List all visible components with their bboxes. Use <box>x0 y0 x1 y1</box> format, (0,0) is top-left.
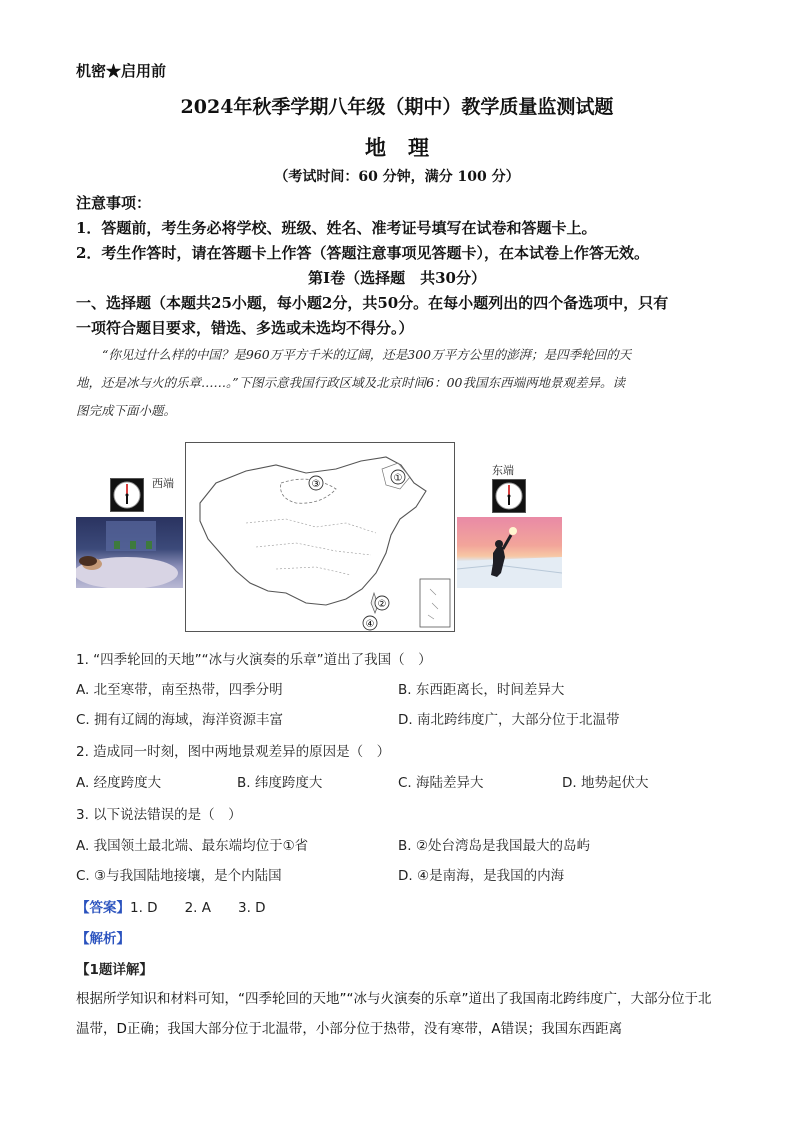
material-line3: 图完成下面小题。 <box>76 403 177 418</box>
analysis-text: 根据所学知识和材料可知，“四季轮回的天地”“冰与火演奏的乐章”道出了我国南北跨纬度广，大部分位于北温带，D正确；我国大部分位于北温带，小部分位于热带，没有寒带，A错误；我国东西距离 <box>76 991 712 1037</box>
map-marker-4: ④ <box>365 619 375 630</box>
china-map <box>185 442 455 632</box>
west-clock-icon <box>110 478 144 512</box>
confidential-label: 机密★启用前 <box>76 62 167 80</box>
question-1-option-b[interactable]: B. 东西距离长，时间差异大 <box>398 682 565 698</box>
section-instruction-line1: 一、选择题（本题共25小题，每小题2分，共50分。在每小题列出的四个备选项中，只有 <box>76 294 669 312</box>
analysis-label: 【解析】 <box>76 931 130 947</box>
east-clock-icon <box>492 479 526 513</box>
map-marker-1: ① <box>393 473 403 484</box>
east-label: 东端 <box>492 464 514 477</box>
material-line1: “你见过什么样的中国？是960万平方千米的辽阔，还是300万平方公里的澎湃；是四季轮回的天 <box>102 347 632 362</box>
question-3-option-c[interactable]: C. ③与我国陆地接壤，是个内陆国 <box>76 868 282 884</box>
question-3-stem: 3. 以下说法错误的是（ ） <box>76 807 242 823</box>
question-1-stem: 1. “四季轮回的天地”“冰与火演奏的乐章”道出了我国（ ） <box>76 652 432 668</box>
exam-title: 2024年秋季学期八年级（期中）教学质量监测试题 <box>180 96 614 118</box>
map-marker-2: ② <box>377 599 387 610</box>
answer-label: 【答案】 <box>76 900 130 916</box>
question-1-option-a[interactable]: A. 北至寒带，南至热带，四季分明 <box>76 682 283 698</box>
question-2-option-b[interactable]: B. 纬度跨度大 <box>237 775 323 791</box>
question-2-option-a[interactable]: A. 经度跨度大 <box>76 775 162 791</box>
notice-item-2: 2．考生作答时，请在答题卡上作答（答题注意事项见答题卡），在本试卷上作答无效。 <box>76 244 649 262</box>
question-1-option-c[interactable]: C. 拥有辽阔的海域，海洋资源丰富 <box>76 712 284 728</box>
notice-heading: 注意事项： <box>76 194 152 212</box>
exam-time: （考试时间：60 分钟，满分 100 分） <box>274 169 520 185</box>
analysis-detail-label: 【1题详解】 <box>76 962 153 978</box>
answer-values: 1. D 2. A 3. D <box>130 900 266 916</box>
section-instruction-line2: 一项符合题目要求，错选、多选或未选均不得分。） <box>76 319 414 337</box>
east-dawn-photo <box>457 517 562 588</box>
west-label: 西端 <box>152 477 174 490</box>
map-marker-3: ③ <box>311 479 321 490</box>
material-line2: 地，还是冰与火的乐章……。”下图示意我国行政区域及北京时间6：00我国东西端两地景观差异。读 <box>76 375 626 390</box>
question-3-option-a[interactable]: A. 我国领土最北端、最东端均位于①省 <box>76 838 309 854</box>
question-2-option-c[interactable]: C. 海陆差异大 <box>398 775 484 791</box>
question-2-option-d[interactable]: D. 地势起伏大 <box>562 775 649 791</box>
west-night-photo <box>76 517 183 588</box>
answer-line <box>76 896 266 916</box>
question-3-option-d[interactable]: D. ④是南海，是我国的内海 <box>398 868 565 884</box>
question-2-stem: 2. 造成同一时刻，图中两地景观差异的原因是（ ） <box>76 744 391 760</box>
notice-item-1: 1．答题前，考生务必将学校、班级、姓名、准考证号填写在试卷和答题卡上。 <box>76 219 597 237</box>
question-3-option-b[interactable]: B. ②处台湾岛是我国最大的岛屿 <box>398 838 590 854</box>
volume-heading: 第Ⅰ卷（选择题 共30分） <box>308 269 486 287</box>
subject-title: 地理 <box>365 135 451 160</box>
question-1-option-d[interactable]: D. 南北跨纬度广，大部分位于北温带 <box>398 712 620 728</box>
